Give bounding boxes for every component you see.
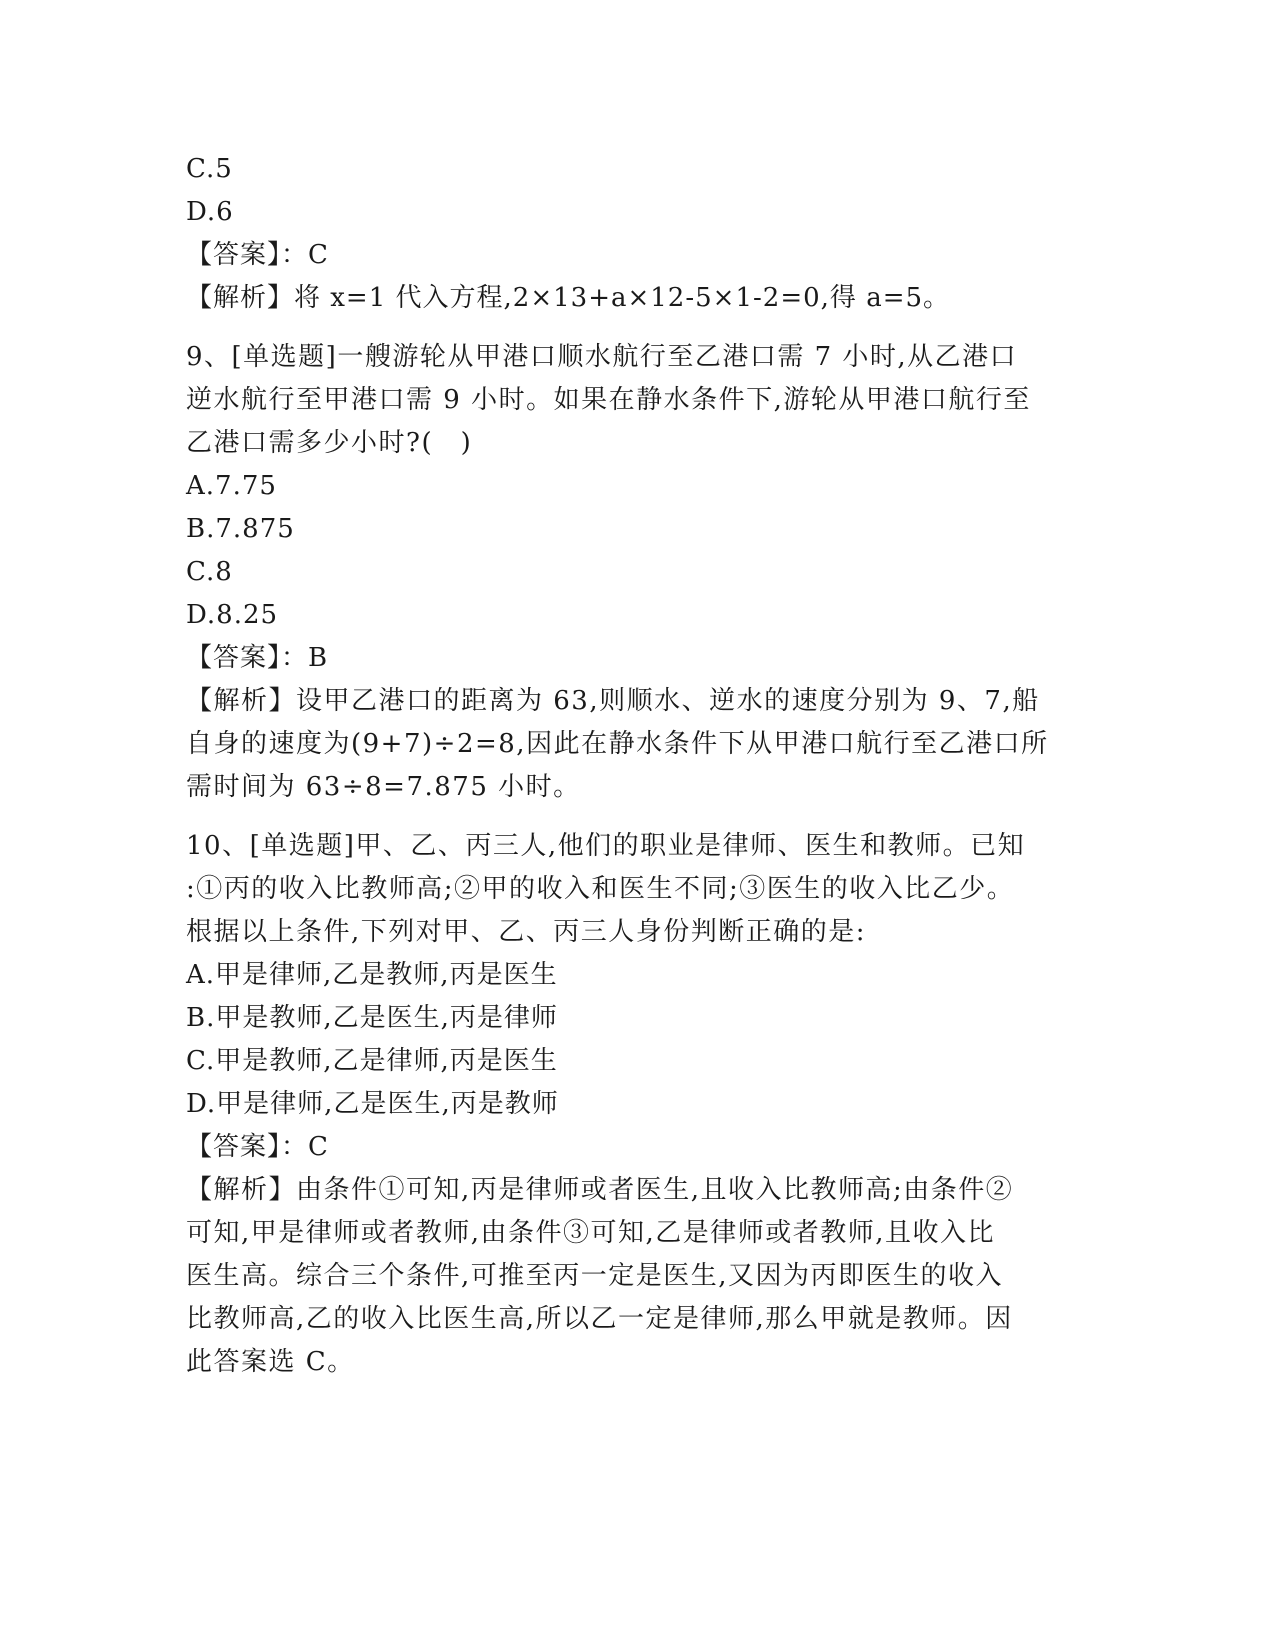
q9-answer: 【答案】：B (186, 643, 329, 673)
q9-stem-line: 9、[单选题]一艘游轮从甲港口顺水航行至乙港口需 7 小时,从乙港口 (186, 342, 1018, 372)
q8-answer: 【答案】：C (186, 240, 329, 270)
document-page (186, 148, 1086, 1384)
q9-option-b: B.7.875 (186, 514, 295, 544)
q9-analysis-line: 自身的速度为(9+7)÷2=8,因此在静水条件下从甲港口航行至乙港口所 (186, 729, 1049, 759)
q10-analysis-line: 比教师高,乙的收入比医生高,所以乙一定是律师,那么甲就是教师。因 (186, 1304, 1013, 1334)
q9-analysis-line: 需时间为 63÷8=7.875 小时。 (186, 772, 581, 802)
q10-analysis (186, 1169, 1086, 1384)
q10-analysis-line: 可知,甲是律师或者教师,由条件③可知,乙是律师或者教师,且收入比 (186, 1218, 996, 1248)
q10-analysis-line: 【解析】由条件①可知,丙是律师或者医生,且收入比教师高;由条件② (186, 1175, 1014, 1205)
q9-stem-line: 乙港口需多少小时?( ) (186, 428, 473, 458)
q9-option-c: C.8 (186, 557, 233, 587)
q10-option-c: C.甲是教师,乙是律师,丙是医生 (186, 1046, 558, 1076)
q9-analysis-line: 【解析】设甲乙港口的距离为 63,则顺水、逆水的速度分别为 9、7,船 (186, 686, 1040, 716)
q8-analysis: 【解析】将 x=1 代入方程,2×13+a×12-5×1-2=0,得 a=5。 (186, 283, 951, 313)
q10-option-a: A.甲是律师,乙是教师,丙是医生 (186, 960, 558, 990)
q10-answer: 【答案】：C (186, 1132, 329, 1162)
q10-stem-line: 根据以上条件,下列对甲、乙、丙三人身份判断正确的是: (186, 917, 867, 947)
q8-option-d: D.6 (186, 197, 234, 227)
q9-stem-line: 逆水航行至甲港口需 9 小时。如果在静水条件下,游轮从甲港口航行至 (186, 385, 1031, 415)
q8-option-c: C.5 (186, 154, 233, 184)
q10-option-b: B.甲是教师,乙是医生,丙是律师 (186, 1003, 558, 1033)
q9-option-a: A.7.75 (186, 471, 277, 501)
q10-stem (186, 825, 1086, 954)
q9-analysis (186, 680, 1086, 809)
q10-option-d: D.甲是律师,乙是医生,丙是教师 (186, 1089, 559, 1119)
q10-stem-line: :①丙的收入比教师高;②甲的收入和医生不同;③医生的收入比乙少。 (186, 874, 1015, 904)
q9-option-d: D.8.25 (186, 600, 279, 630)
q10-analysis-line: 此答案选 C。 (186, 1347, 355, 1377)
q9-stem (186, 336, 1086, 465)
q10-stem-line: 10、[单选题]甲、乙、丙三人,他们的职业是律师、医生和教师。已知 (186, 831, 1026, 861)
q10-analysis-line: 医生高。综合三个条件,可推至丙一定是医生,又因为丙即医生的收入 (186, 1261, 1004, 1291)
